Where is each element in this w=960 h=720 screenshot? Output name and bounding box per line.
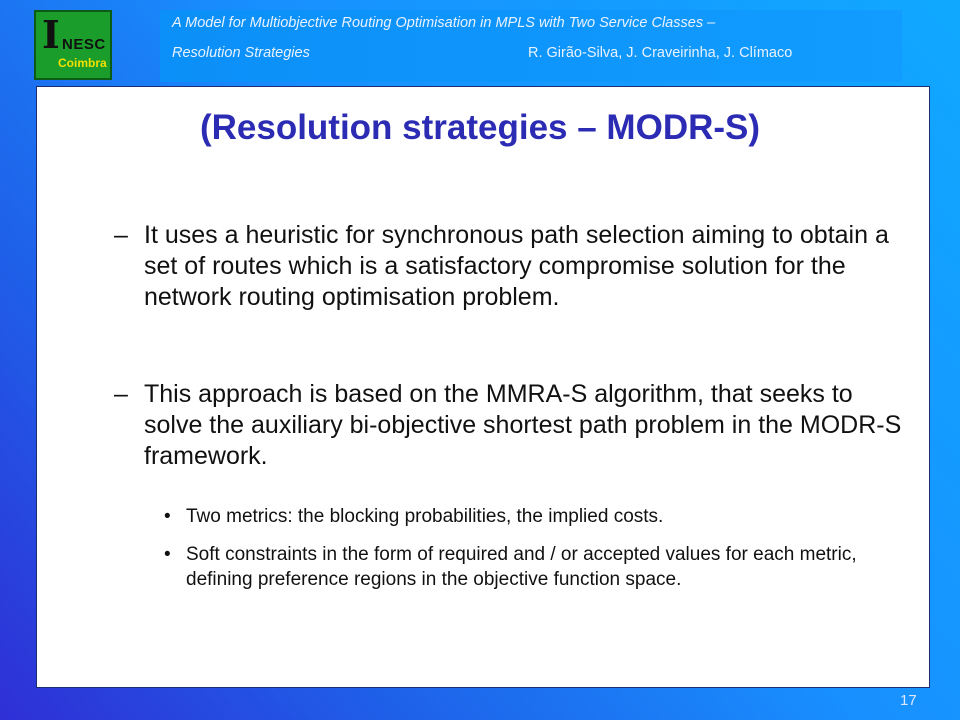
logo-city: Coimbra — [58, 56, 107, 70]
bullet-item — [114, 220, 914, 313]
sub-bullet-item — [164, 542, 886, 592]
page-number: 17 — [900, 692, 917, 709]
dash-marker: – — [114, 380, 128, 408]
header-authors: R. Girão-Silva, J. Craveirinha, J. Clímaco — [528, 45, 793, 61]
dash-marker: – — [114, 221, 128, 249]
header-title-line2: Resolution Strategies — [172, 45, 310, 61]
sub-bullet-text: Two metrics: the blocking probabilities, the implied costs. — [186, 506, 664, 527]
logo-mark: I — [42, 12, 60, 57]
bullet-text: It uses a heuristic for synchronous path selection aiming to obtain a set of routes which is a satisfactory compromise solution for the network routing optimisation problem. — [144, 221, 889, 311]
bullet-dot: • — [164, 506, 171, 527]
sub-bullet-text: Soft constraints in the form of required and / or accepted values for each metric, defining preference regions in the objective function space. — [186, 544, 857, 590]
bullet-text: This approach is based on the MMRA-S algorithm, that seeks to solve the auxiliary bi-objective shortest path problem in the MODR-S framework. — [144, 380, 902, 470]
sub-bullet-item — [164, 504, 886, 529]
bullet-dot: • — [164, 544, 171, 565]
bullet-item — [114, 379, 914, 472]
logo-name: NESC — [62, 36, 106, 53]
inesc-coimbra-logo — [34, 10, 112, 80]
slide-title: (Resolution strategies – MODR-S) — [199, 108, 761, 147]
header-title-line1: A Model for Multiobjective Routing Optimisation in MPLS with Two Service Classes – — [172, 15, 716, 31]
